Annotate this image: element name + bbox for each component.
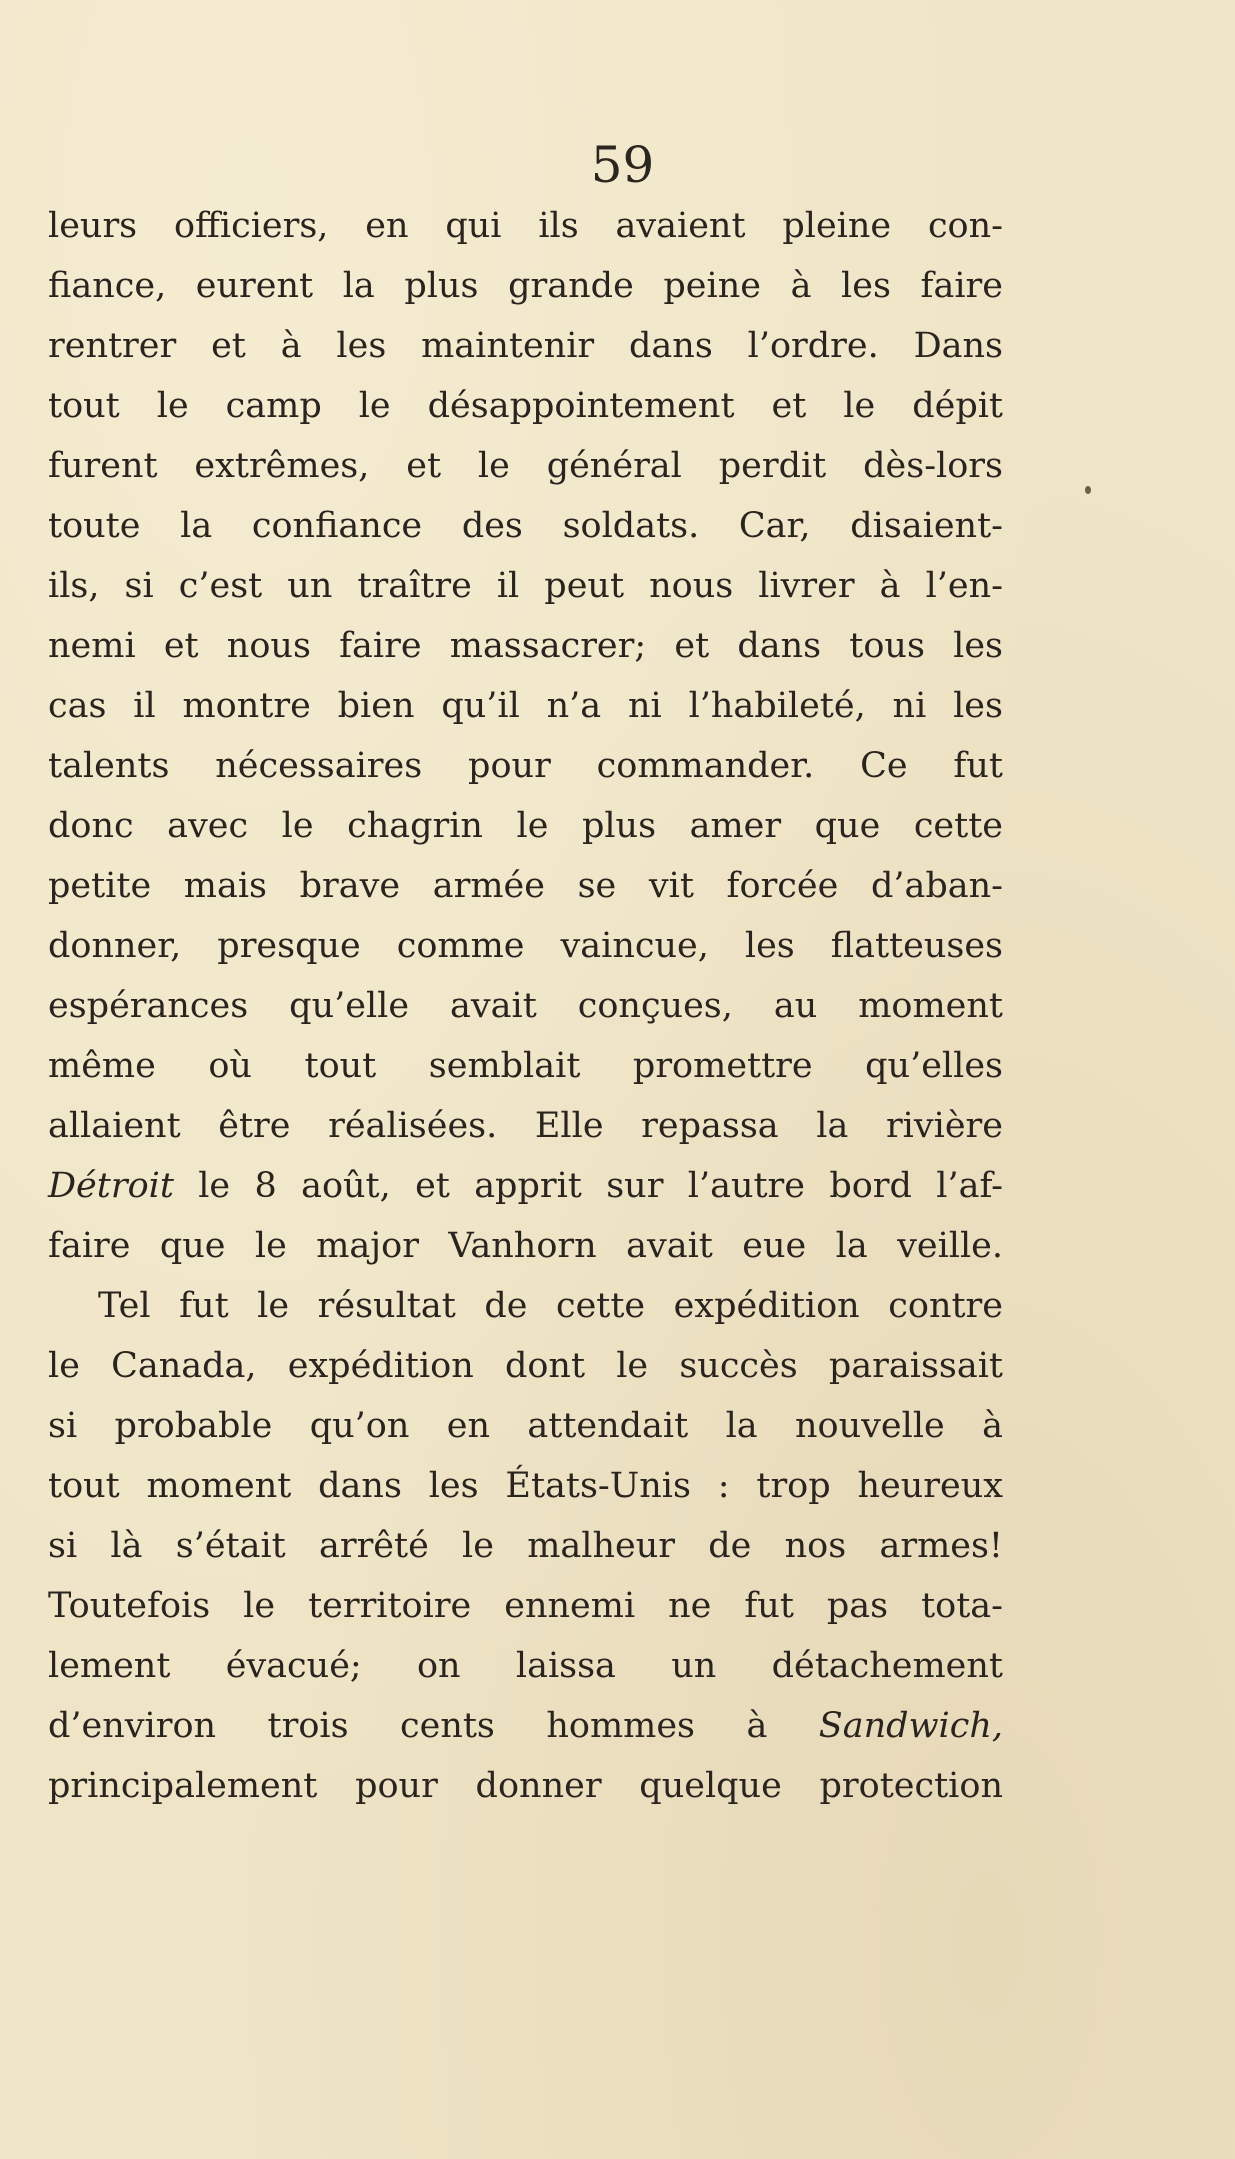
text-line: si là s’était arrêté le malheur de nos armes! [48, 1526, 1003, 1566]
text-line: si probable qu’on en attendait la nouvelle à [48, 1406, 1003, 1446]
text-line: donner, presque comme vaincue, les flatteuses [48, 926, 1003, 966]
body-text [48, 196, 1003, 1816]
text-line: Toutefois le territoire ennemi ne fut pas tota- [48, 1586, 1003, 1626]
text-line: talents nécessaires pour commander. Ce fut [48, 746, 1003, 786]
page-number: 59 [590, 136, 655, 194]
text-line: allaient être réalisées. Elle repassa la rivière [48, 1106, 1003, 1146]
text-line: cas il montre bien qu’il n’a ni l’habileté, ni les [48, 686, 1003, 726]
text-line: petite mais brave armée se vit forcée d’aban- [48, 866, 1003, 906]
text-line: tout le camp le désappointement et le dépit [48, 386, 1003, 426]
text-line: lement évacué; on laissa un détachement [48, 1646, 1003, 1686]
text-line: toute la confiance des soldats. Car, disaient- [48, 506, 1003, 546]
text-line: furent extrêmes, et le général perdit dès-lors [48, 446, 1003, 486]
text-line: le Canada, expédition dont le succès paraissait [48, 1346, 1003, 1386]
text-fragment: d’environ trois cents hommes à [48, 1706, 819, 1746]
text-line: ils, si c’est un traître il peut nous livrer à l’en- [48, 566, 1003, 606]
text-line: espérances qu’elle avait conçues, au moment [48, 986, 1003, 1026]
text-line: principalement pour donner quelque protection [48, 1766, 1003, 1806]
text-line: rentrer et à les maintenir dans l’ordre. Dans [48, 326, 1003, 366]
text-line [48, 1156, 1003, 1216]
italic-place-name: Sandwich, [818, 1706, 1003, 1746]
text-line: tout moment dans les États-Unis : trop heureux [48, 1466, 1003, 1506]
text-line: fiance, eurent la plus grande peine à les faire [48, 266, 1003, 306]
paper-speck [1085, 486, 1091, 494]
text-fragment: le 8 août, et apprit sur l’autre bord l’af- [173, 1166, 1003, 1206]
text-line: nemi et nous faire massacrer; et dans tous les [48, 626, 1003, 666]
text-line: faire que le major Vanhorn avait eue la veille. [48, 1226, 1003, 1266]
text-line: même où tout semblait promettre qu’elles [48, 1046, 1003, 1086]
text-line [48, 1696, 1003, 1756]
italic-place-name: Détroit [48, 1166, 174, 1206]
text-line: donc avec le chagrin le plus amer que cette [48, 806, 1003, 846]
paragraph-start-line: Tel fut le résultat de cette expédition contre [98, 1286, 1003, 1326]
text-line: leurs officiers, en qui ils avaient pleine con- [48, 206, 1003, 246]
